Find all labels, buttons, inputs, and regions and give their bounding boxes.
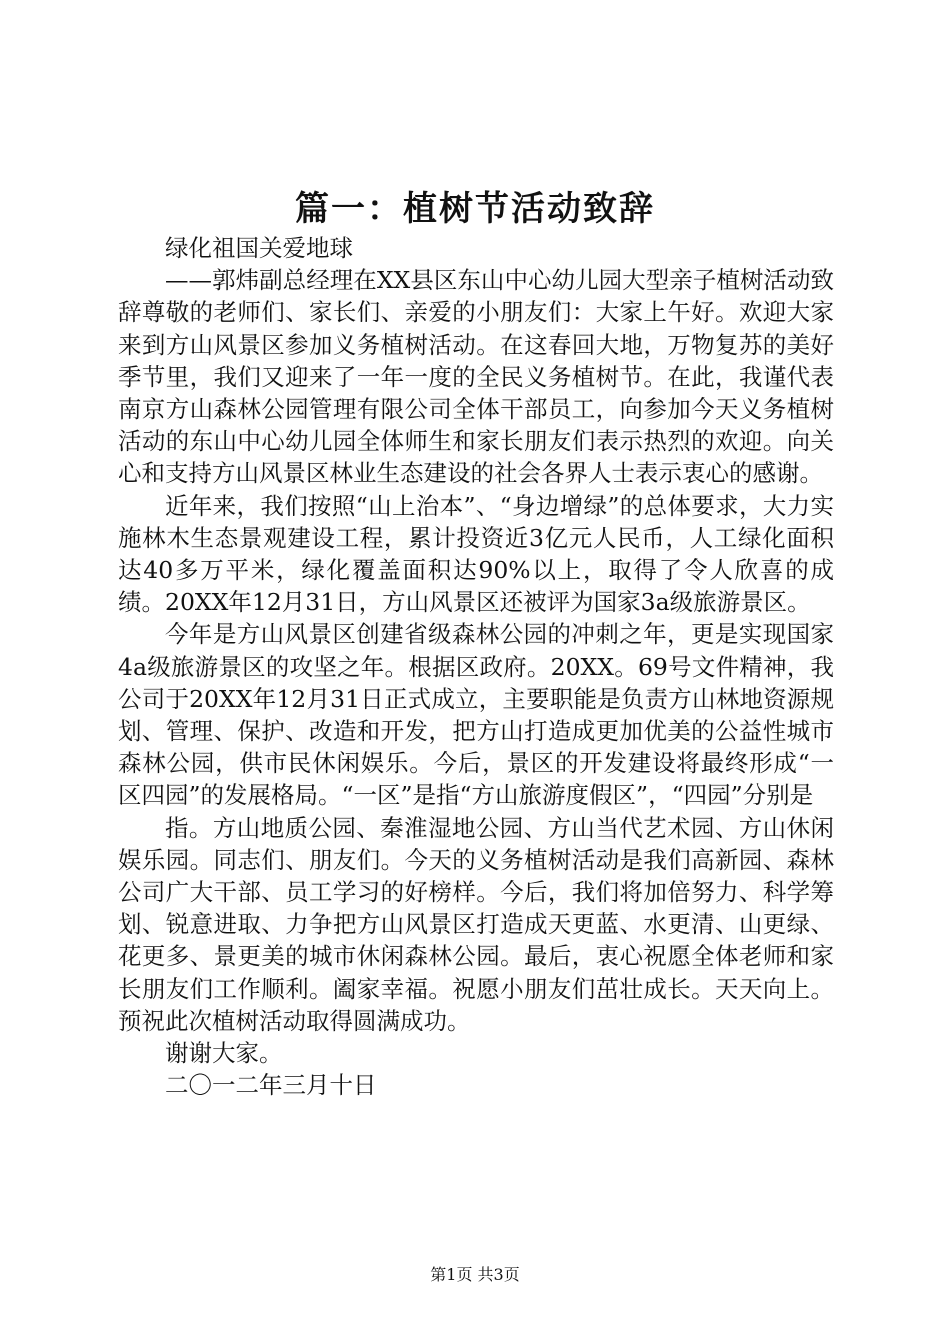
body-paragraph: 今年是方山风景区创建省级森林公园的冲刺之年，更是实现国家4a级旅游景区的攻坚之年。根据区政府。20XX。69号文件精神，我公司于20XX年12月31日正式成立，主要职能是负责方山林地资源规划、管理、保护、改造和开发，把方山打造成更加优美的公益性城市森林公园，供市民休闲娱乐。今后，景区的开发建设将最终形成“一区四园”的发展格局。“一区”是指“方山旅游度假区”，“四园”分别是: [118, 620, 834, 810]
body-paragraph: 指。方山地质公园、秦淮湿地公园、方山当代艺术园、方山休闲娱乐园。同志们、朋友们。今天的义务植树活动是我们高新园、森林公司广大干部、员工学习的好榜样。今后，我们将加倍努力、科学筹划、锐意进取、力争把方山风景区打造成天更蓝、水更清、山更绿、花更多、景更美的城市休闲森林公园。最后，衷心祝愿全体老师和家长朋友们工作顺利。阖家幸福。祝愿小朋友们茁壮成长。天天向上。预祝此次植树活动取得圆满成功。: [118, 813, 834, 1035]
page-footer: 第1页 共3页: [430, 1265, 520, 1284]
body-paragraph: 绿化祖国关爱地球: [165, 234, 353, 262]
body-paragraph: ——郭炜副总经理在XX县区东山中心幼儿园大型亲子植树活动致辞尊敬的老师们、家长们、亲爱的小朋友们：大家上午好。欢迎大家来到方山风景区参加义务植树活动。在这春回大地，万物复苏的美好季节里，我们又迎来了一年一度的全民义务植树节。在此，我谨代表南京方山森林公园管理有限公司全体干部员工，向参加今天义务植树活动的东山中心幼儿园全体师生和家长朋友们表示热烈的欢迎。向关心和支持方山风景区林业生态建设的社会各界人士表示衷心的感谢。: [118, 266, 834, 488]
document-body: [118, 232, 834, 1101]
body-paragraph: 二〇一二年三月十日: [165, 1071, 377, 1100]
body-paragraph: 近年来，我们按照“山上治本”、“身边增绿”的总体要求，大力实施林木生态景观建设工程，累计投资近3亿元人民币，人工绿化面积达40多万平米，绿化覆盖面积达90%以上，取得了令人欣喜的成绩。20XX年12月31日，方山风景区还被评为国家3a级旅游景区。: [118, 491, 834, 617]
document-title: 篇一：植树节活动致辞: [295, 189, 655, 229]
body-paragraph: 谢谢大家。: [165, 1039, 283, 1068]
